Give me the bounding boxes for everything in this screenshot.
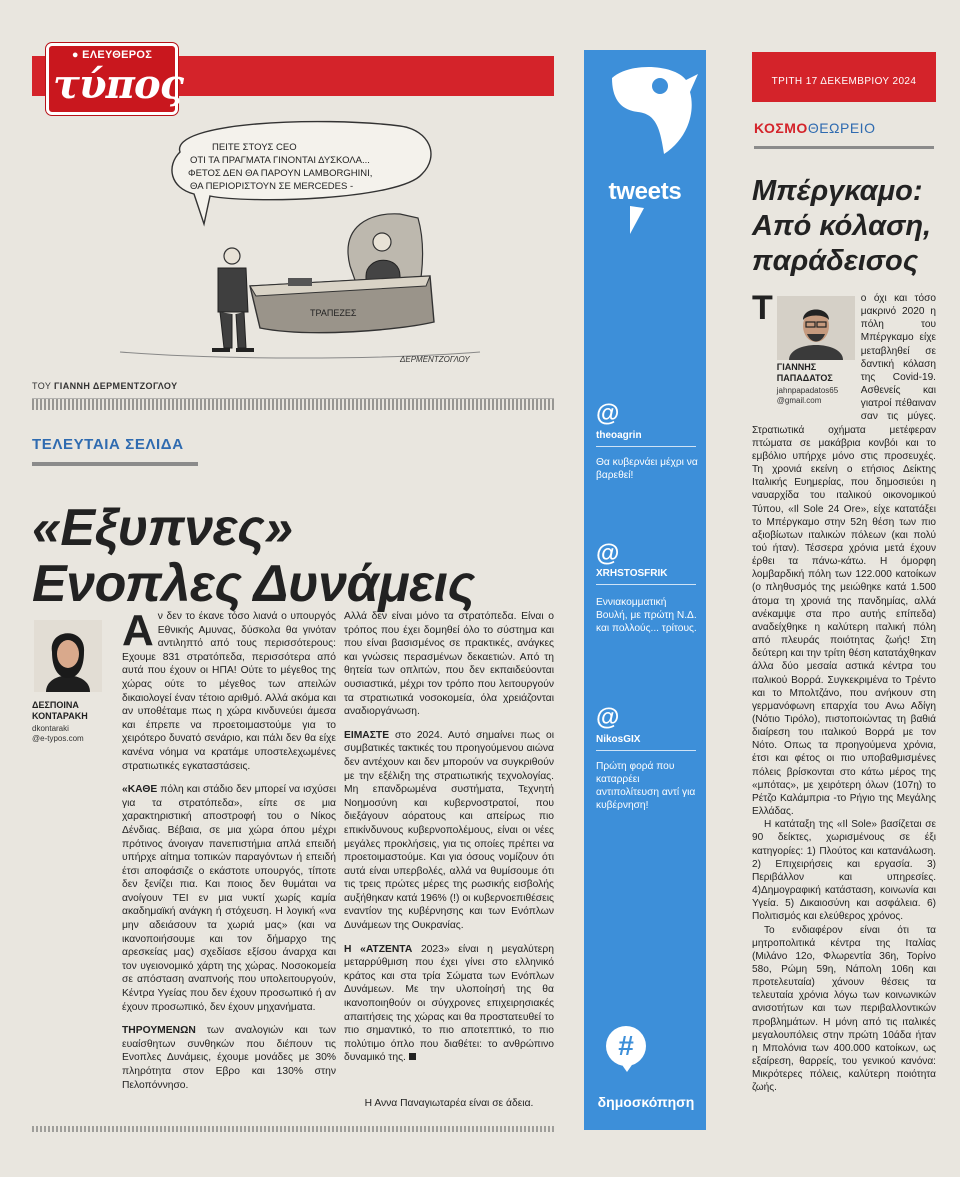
logo-big-text: τύπος: [53, 61, 183, 108]
paragraph-2-lead: «ΚΑΘΕ: [122, 784, 158, 796]
issue-date: ΤΡΙΤΗ 17 ΔΕΚΕΜΒΡΙΟΥ 2024: [771, 76, 917, 87]
columnist-email-user: jahnpapadatos65: [776, 386, 839, 395]
hashtag-icon: #: [606, 1026, 646, 1066]
author-name: [32, 700, 122, 722]
tweets-title: tweets: [608, 178, 682, 205]
credit-name: ΓΙΑΝΝΗ ΔΕΡΜΕΝΤΖΟΓΛΟΥ: [54, 381, 178, 391]
paragraph-5-text: στο 2024. Αυτό σημαίνει πως οι συμβατικές τακτικές του προηγούμενου αιώνα δεν αντέχουν και δεν μπορούν να συγκριθούν με την εξέλιξη της στρατιωτικής τεχνολογίας. Μη επανδρωμένα συστήματα, Τεχνητή Νοημοσύνη και κυβερνοστρατοί, που διεξάγουν αόρατους και απείρως πιο επικίνδυνους κυβερνοπολέμους, είναι οι νέες μεγάλες προκλήσεις, για τις οποίες πρέπει να προετοιμαστούμε. Και για όσους νομίζουν ότι αυτά είναι υπερβολές, αλλά να θυμίσουμε ότι τις τρεις πρώτες μέρες της ρωσικής εισβολής αυξήθηκαν κατά 196% (!) οι κυβερνοεπιθέσεις εναντίον της κυβέρνησης και των Ενόπλων Δυνάμεων της Ουκρανίας.: [344, 729, 554, 932]
columnist-card: [777, 296, 855, 420]
poll-label[interactable]: δημοσκόπηση: [597, 1094, 695, 1110]
article-headline[interactable]: [32, 500, 552, 612]
paragraph-4: Αλλά δεν είναι μόνο τα στρατόπεδα. Είναι ο τρόπος που έχει δομηθεί όλο το σύστημα και που είναι βασισμένος σε πρακτικές, ανάγκες και γνώσεις περασμένων δεκαετιών. Από τη θητεία των οπλιτών, που δεν εκπαιδεύονται ουσιαστικά, μέχρι τον τρόπο που λειτουργούν τα στρατιωτικά νοσοκομεία, όλα χρειάζονται αναδιοργάνωση.: [344, 611, 554, 718]
speech-line-2: ΟΤΙ ΤΑ ΠΡΑΓΜΑΤΑ ΓΙΝΟΝΤΑΙ ΔΥΣΚΟΛΑ...: [190, 155, 370, 166]
editor-note: Η Αννα Παναγιωταρέα είναι σε άδεια.: [364, 1098, 534, 1109]
speech-line-1: ΠΕΙΤΕ ΣΤΟΥΣ CEO: [212, 142, 297, 153]
column-section-underline: [754, 146, 934, 149]
hashtag-bubble-tail: [620, 1062, 634, 1072]
author-first-name: ΔΕΣΠΟΙΝΑ: [32, 700, 79, 710]
paragraph-1-text: ν δεν το έκανε τόσο λιανά ο υπουργός Εθνικής Αμυνας, δύσκολα θα γινόταν αντιληπτό από τους περισσότερους: Εχουμε 831 στρατόπεδα, περισσότερα από αυτά που έχουν οι ΗΠΑ! Ούτε το μέγεθος της χώρας ούτε το μέγεθος των απειλών δικαιολογεί έναν τέτοιο αριθμό. Αλλά ακόμα και αν υποθέταμε πως η χώρα κινδυνεύει άμεσα και έπρεπε να προετοιμαστούμε για το χειρότερο δυνατό σενάριο, και πάλι δεν θα είχε κανένα νόημα να κρατάμε υποστελεχωμένες στρατιωτικές εγκαταστάσεις.: [122, 611, 336, 772]
newspaper-logo[interactable]: [46, 43, 183, 115]
paragraph-3-lead: ΤΗΡΟΥΜΕΝΩΝ: [122, 1025, 196, 1037]
paragraph-5: [344, 729, 554, 933]
cartoon-credit: [32, 381, 178, 391]
columnist-photo: [777, 296, 855, 360]
author-handle: dkontaraki: [32, 724, 69, 733]
at-icon: @: [596, 540, 620, 567]
column-paragraph-1: [752, 292, 936, 818]
bottom-divider: [32, 1126, 554, 1132]
logo-small-text: ● ΕΛΕΥΘΕΡΟΣ: [71, 49, 153, 61]
column-headline[interactable]: Μπέργκαμο: Από κόλαση, παράδεισος: [752, 175, 932, 277]
paragraph-6: [344, 943, 554, 1065]
columnist-email-domain: @gmail.com: [776, 396, 822, 405]
speech-line-3: ΦΕΤΟΣ ΔΕΝ ΘΑ ΠΑΡΟΥΝ LAMBORGHINI,: [188, 168, 373, 179]
divider: [32, 398, 554, 410]
author-domain: @e-typos.com: [32, 734, 84, 743]
tweet-handle[interactable]: theoagrin: [596, 430, 642, 441]
columnist-email[interactable]: [777, 386, 855, 406]
tweet-divider: [596, 750, 696, 751]
article-column-1: [122, 610, 336, 1115]
at-icon: @: [596, 704, 620, 731]
at-icon: @: [596, 400, 620, 427]
columnist-name: [777, 362, 855, 384]
tweet-text: Θα κυβερνάει μέχρι να βαρεθεί!: [596, 457, 698, 481]
column-paragraph-3: Το ενδιαφέρον είναι ότι τα μητροπολιτικά κέντρα της Ιταλίας (Μιλάνο 12ο, Φλωρεντία 36η, Τορίνο 58ο, Ρώμη 59η, Νάπολη 106η και προτελευταία) χάνουν θέσεις τα τελευταία χρόνια λόγω των κοινωνικών ανισοτήτων και των περιβαλλοντικών προβλημάτων. Η μόνη από τις ιταλικές μεγαλουπόλεις στην πρώτη 10άδα ήταν η Μπολόνια των 400.000 κατοίκων, ως εξαίρεση, θαρρείς, του γενικού κανόνα: Μικρότερες πόλεις, καλύτερη ποιότητα ζωής.: [752, 924, 936, 1094]
headline-line-1: «Εξυπνες»: [32, 499, 293, 557]
article-column-2: [344, 610, 554, 1092]
columnist-first-name: ΓΙΑΝΝΗΣ: [776, 362, 817, 372]
editorial-cartoon: [100, 116, 504, 372]
tweet-text: Πρώτη φορά που καταρρέει αντιπολίτευση αντί για κυβέρνηση!: [596, 761, 696, 811]
credit-prefix: ΤΟΥ: [32, 381, 52, 391]
author-last-name: ΚΟΝΤΑΡΑΚΗ: [32, 711, 88, 721]
tweet-text: Εννιακομματική Βουλή, με πρώτη Ν.Δ. και πολλούς... τρίτους.: [596, 597, 697, 634]
columnist-last-name: ΠΑΠΑΔΑΤΟΣ: [776, 373, 833, 383]
column-paragraph-2: Η κατάταξη της «Il Sole» βασίζεται σε 90 δείκτες, χωρισμένους σε έξι κατηγορίες: 1) Πλούτος και κατανάλωση. 2) Επιχειρήσεις και εργασία. 3) Περιβάλλον και υπηρεσίες. 4)Δημογραφική κατάσταση, κοινωνία και Υγεία. 5) Δικαιοσύνη και ασφάλεια. 6) Πολιτισμός και ελεύθερος χρόνος.: [752, 819, 936, 923]
column-drop-cap: Τ: [752, 292, 773, 327]
column-body: [752, 292, 936, 1126]
column-paragraph-1-text: ο όχι και τόσο μακρινό 2020 η πόλη του Μπέργκαμο είχε μεταβληθεί σε δαντική κόλαση της Covid-19. Ασθενείς και γιατροί πέθαιναν σαν τις μύγες. Στρατιωτικά οχήματα μετέφεραν πτώματα σε μακάβρια κονβόι και το εμβόλιο υπήρχε μόνο στις προσευχές. Τη χρονιά εκείνη ο ετήσιος Δείκτης Ιταλικής Ευημερίας, που δημοσιεύει η ναυαρχίδα του ιταλικού οικονομικού Τύπου, «Il Sole 24 Ore», είχε κατατάξει το Μπέργκαμο στην 52η θέση των πιο αξιοβίωτων ιταλικών πόλεων (και πολύ τού ήταν). Τέσσερα χρόνια μετά έχουν έρθει τα πάνω-κάτω. Η όμορφη λομβαρδική πόλη των 122.000 κατοίκων (ο πληθυσμός της μειώθηκε κατά 1.500 άτομα τη χρονιά της πανδημίας, αλλά ανέκαμψε στα προ αυτής επίπεδα) αναδείχθηκε η καλύτερη ιταλική πόλη από πλευράς ποιότητας ζωής! Στη δεύτερη και την τρίτη θέση κατατάχθηκαν άλλα δύο μεσαία αστικά κέντρα του ιταλικού Βορρά. Συγκεκριμένα το Τρέντο και το Μπολτζάνο, που ανήκουν στη γερμανόφωνη επαρχία του Ανω Αδίγη (Νότιο Τιρόλο), πιστοποιώντας τη βαθιά διαίρεση του ιταλικού Βορρά με τον Νότο. Οπως τα προηγούμενα χρόνια, έτσι και φέτος οι πιο υποβαθμισμένες πόλεις βρίσκονται στο κάτω μέρος της «μπότας», με χειρότερη όλων (107η) το Ρέτζο Καλάμπρια -το Ρήγιο της Μεγάλης Ελλάδας.: [752, 293, 936, 818]
section-label-part-1: ΚΟΣΜΟ: [754, 120, 808, 136]
paragraph-2: [122, 783, 336, 1014]
author-photo: [34, 620, 102, 692]
paragraph-6-lead: Η «ΑΤΖΕΝΤΑ: [344, 943, 413, 955]
tweet-handle[interactable]: XRHSTOSFRIK: [596, 568, 668, 579]
headline-line-2: Ενοπλες Δυνάμεις: [32, 555, 475, 613]
paragraph-3: [122, 1024, 336, 1092]
column-section-label: [754, 120, 875, 136]
paragraph-5-lead: ΕΙΜΑΣΤΕ: [344, 729, 390, 741]
tweets-bird-icon: [590, 58, 700, 248]
tweet-handle[interactable]: NikosGIX: [596, 734, 641, 745]
desk-label: ΤΡΑΠΕΖΕΣ: [310, 308, 357, 318]
section-underline: [32, 462, 198, 466]
paragraph-2-text: πόλη και στάδιο δεν μπορεί να ισχύσει για τα στρατόπεδα», είπε σε μια χαρακτηριστική αποστροφή του ο Νίκος Δένδιας. Βέβαια, σε μια χώρα όπου μέχρι πρότινος άνοιγαν πανεπιστήμια απλά επειδή υπήρχε αίτημα τοπικών παραγόντων ή επειδή έτσι αποφάσιζε ο εκάστοτε υπουργός, τίποτε δεν ξενίζει πια. Και ποιος δεν θυμάται να ανοίγουν ΤΕΙ εν μια νυκτί χωρίς καμία ακαδημαϊκή ανάγκη ή στόχευση. Η λογική «να μην αδειάσουν τα χωριά μας» (και να ικανοποιήσουμε και τον δήμαρχο της αρεσκείας μας) σχεδίασε εξίσου άναρχα και τον υγειονομικό χάρτη της χώρας. Νοσοκομεία σε απόσταση αναπνοής που υπολειτουργούν, Κέντρα Υγείας που δεν έχουν προσωπικό ή αν έχουν προσωπικό, δεν έχουν μηχανήματα.: [122, 784, 336, 1013]
tweet-divider: [596, 584, 696, 585]
drop-cap: Α: [122, 610, 154, 655]
end-mark: [409, 1053, 416, 1060]
section-label-part-2: ΘΕΩΡΕΙΟ: [807, 120, 876, 136]
paragraph-3-text: των αναλογιών και των ευαίσθητων συνθηκών που διέπουν τις Ενοπλες Δυνάμεις, έχουμε μονάδες με 30% πληρότητα στον Εβρο και 130% στην Πελοπόννησο.: [122, 1025, 336, 1091]
paragraph-6-text: 2023» είναι η μεγαλύτερη μεταρρύθμιση που έχει γίνει στο ελληνικό κράτος και στα τρία Σώματα των Ενόπλων Δυνάμεων. Με την υλοποίησή της θα ικανοποιηθούν οι σύγχρονες επιχειρησιακές απαιτήσεις της χώρας και θα προστατευθεί το πιο σημαντικό, το πιο αποτεπτικό, το πιο πολύτιμο όπλο που διαθέτει: το ανθρώπινο δυναμικό της.: [344, 943, 554, 1064]
section-label: ΤΕΛΕΥΤΑΙΑ ΣΕΛΙΔΑ: [32, 436, 184, 453]
cartoonist-signature: ΔΕΡΜΕΝΤΖΟΓΛΟΥ: [400, 355, 470, 364]
tweet-divider: [596, 446, 696, 447]
speech-line-4: ΘΑ ΠΕΡΙΟΡΙΣΤΟΥΝ ΣΕ MERCEDES -: [190, 181, 354, 192]
author-email[interactable]: [32, 724, 122, 744]
paragraph-1: [122, 610, 336, 773]
